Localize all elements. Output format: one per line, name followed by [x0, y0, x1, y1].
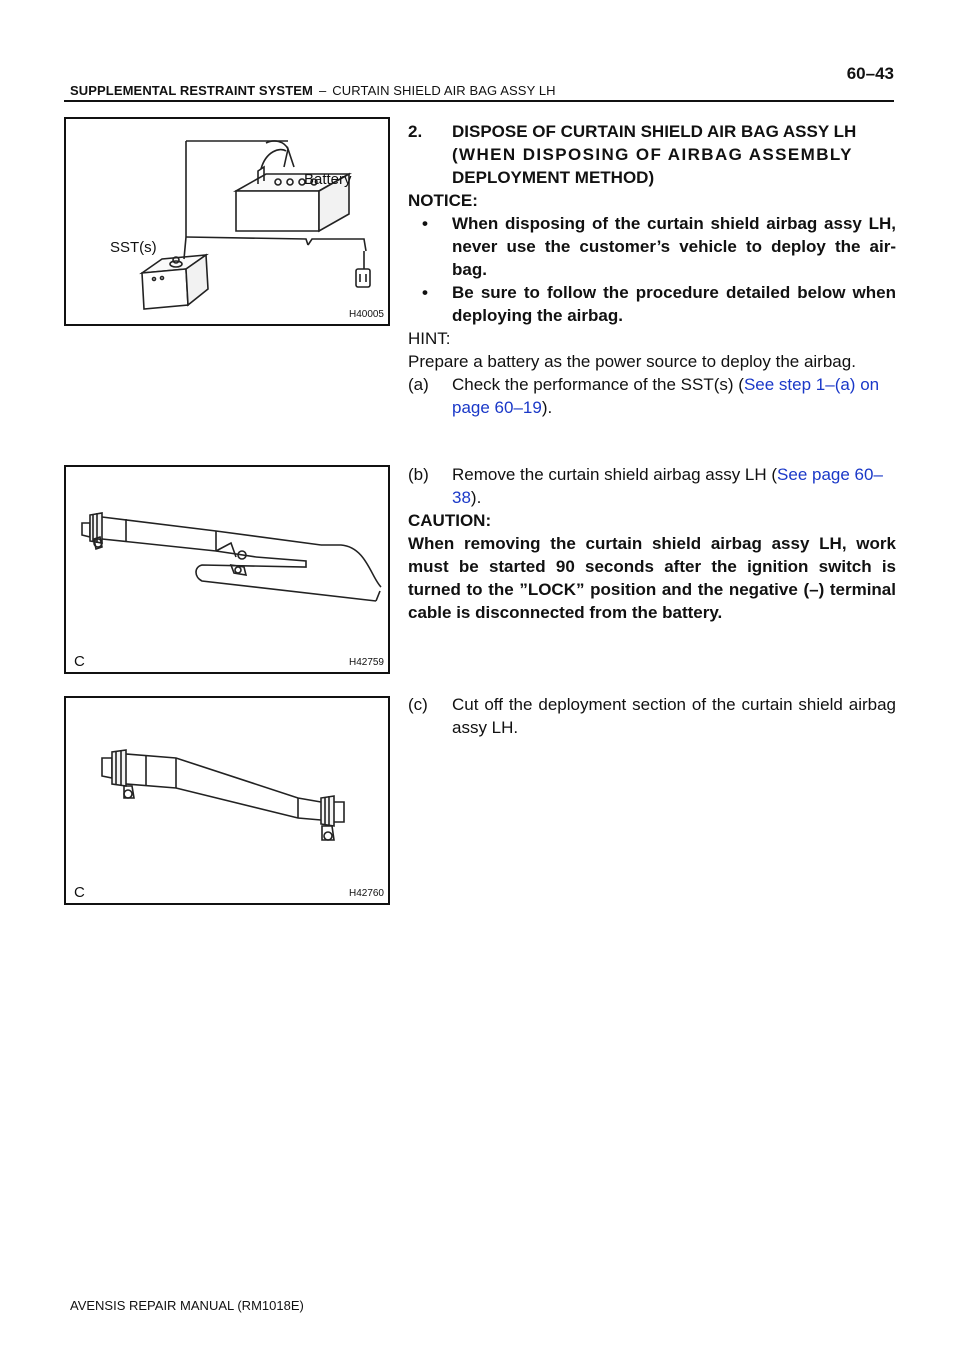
step-title-line3: DEPLOYMENT METHOD)	[452, 168, 655, 187]
figure-code: H42759	[348, 657, 384, 668]
sub-c-text: Cut off the deployment section of the curtain shield airbag assy LH.	[452, 695, 896, 737]
hint-text: Prepare a battery as the power source to deploy the airbag.	[408, 352, 856, 371]
figure-sst-battery	[64, 117, 390, 326]
label-battery: Battery	[304, 171, 352, 188]
sub-b-text: Remove the curtain shield airbag assy LH (	[452, 465, 778, 484]
sub-a-link[interactable]: See step 1–(a) on page 60–19	[452, 375, 880, 417]
airbag-full-illustration	[66, 467, 388, 672]
figure-letter: C	[74, 653, 85, 670]
page-number: 60–43	[846, 64, 894, 83]
header-separator: –	[318, 83, 327, 98]
label-sst: SST(s)	[110, 239, 157, 256]
caution-text: When removing the curtain shield airbag assy LH, work must be started 90 seconds after the ignition switch is turned to the ”LOCK” position and the negative (–) terminal cable is disconnected from the battery.	[408, 534, 896, 622]
notice-label: NOTICE:	[408, 191, 478, 210]
sub-b-block	[408, 463, 896, 624]
figure-airbag-cut	[64, 696, 390, 905]
airbag-cut-illustration	[66, 698, 388, 903]
manual-footer: AVENSIS REPAIR MANUAL (RM1018E)	[70, 1298, 304, 1313]
caution-label: CAUTION:	[408, 511, 492, 530]
figure-code: H42760	[348, 888, 384, 899]
sst-battery-illustration	[66, 119, 388, 324]
hint-label: HINT:	[408, 329, 451, 348]
notice-item-1: When disposing of the curtain shield airbag assy LH, never use the customer’s vehicle to deploy the air- bag.	[452, 214, 896, 279]
figure-letter: C	[74, 884, 85, 901]
bullet-glyph: •	[422, 283, 428, 302]
header-subsection: CURTAIN SHIELD AIR BAG ASSY LH	[332, 83, 556, 98]
sub-b-text-end: ).	[470, 488, 482, 507]
running-header	[70, 83, 556, 98]
sub-a-label: (a)	[408, 375, 429, 394]
notice-item-2: Be sure to follow the procedure detailed below when deploying the airbag.	[452, 283, 896, 325]
header-rule	[64, 100, 894, 102]
sub-a-text: Check the performance of the SST(s) (	[452, 375, 744, 394]
step-2-block	[408, 120, 896, 419]
figure-code: H40005	[348, 309, 384, 320]
step-number: 2.	[408, 122, 423, 141]
bullet-glyph: •	[422, 214, 428, 233]
step-title-line2: (WHEN DISPOSING OF AIRBAG ASSEMBLY	[452, 145, 853, 164]
sub-c-label: (c)	[408, 695, 428, 714]
sub-b-link[interactable]: See page 60–38	[452, 465, 883, 507]
sub-c-block	[408, 693, 896, 739]
sub-a-text-end: ).	[541, 398, 553, 417]
sub-b-label: (b)	[408, 465, 429, 484]
step-title-line1: DISPOSE OF CURTAIN SHIELD AIR BAG ASSY LH	[452, 122, 857, 141]
figure-airbag-full	[64, 465, 390, 674]
header-section: SUPPLEMENTAL RESTRAINT SYSTEM	[70, 83, 313, 98]
